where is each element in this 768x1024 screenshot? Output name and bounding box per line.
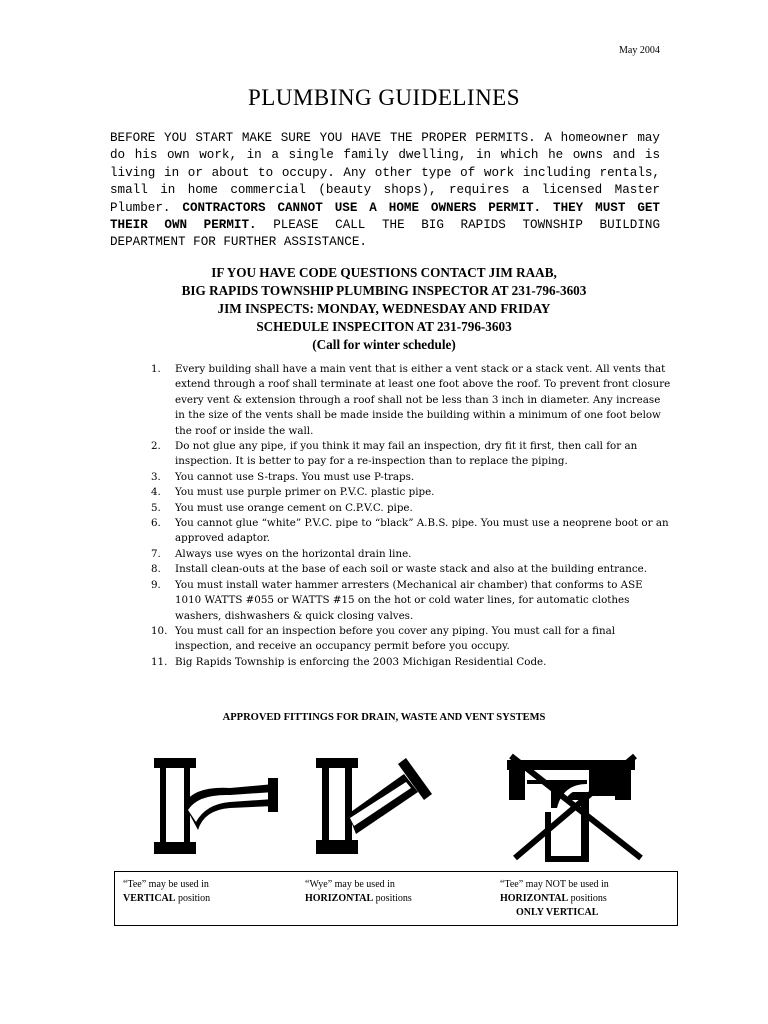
rule-item xyxy=(151,578,671,624)
intro-bold-text: CONTRACTORS CANNOT USE A HOME OWNERS PERMIT. THEY MUST GET THEIR OWN PERMIT. xyxy=(110,200,660,233)
rule-item xyxy=(151,655,671,670)
sanitary-tee-vertical-icon xyxy=(150,752,290,860)
contact-line-5: (Call for winter schedule) xyxy=(312,337,456,352)
fittings-captions-box xyxy=(114,871,678,926)
rule-item xyxy=(151,362,671,439)
rule-number: 2. xyxy=(151,440,161,453)
caption-bold: HORIZONTAL xyxy=(500,893,569,904)
rule-text: You cannot glue “white” P.V.C. pipe to “black” A.B.S. pipe. You must use a neoprene boot or an approved adaptor. xyxy=(175,517,669,545)
caption-line: ONLY VERTICAL xyxy=(516,907,599,918)
caption-vertical-tee xyxy=(123,878,210,906)
rule-number: 7. xyxy=(151,547,161,560)
rule-number: 11. xyxy=(151,655,168,668)
fittings-heading: APPROVED FITTINGS FOR DRAIN, WASTE AND VENT SYSTEMS xyxy=(222,712,546,723)
caption-rest: position xyxy=(175,893,211,904)
rule-text: You cannot use S-traps. You must use P-traps. xyxy=(175,470,415,483)
caption-line xyxy=(500,892,609,906)
caption-bold: HORIZONTAL xyxy=(305,893,374,904)
rule-text: You must use purple primer on P.V.C. plastic pipe. xyxy=(175,486,435,499)
rule-number: 8. xyxy=(151,563,161,576)
caption-line: “Tee” may be used in xyxy=(123,879,209,890)
intro-text-2: PLEASE CALL THE BIG RAPIDS TOWNSHIP BUILDING DEPARTMENT FOR FURTHER ASSISTANCE. xyxy=(110,218,660,250)
caption-not-horizontal-tee xyxy=(500,878,609,920)
contact-line-3: JIM INSPECTS: MONDAY, WEDNESDAY AND FRIDAY xyxy=(217,301,551,316)
rule-item xyxy=(151,501,671,516)
page-title: PLUMBING GUIDELINES xyxy=(247,85,521,110)
rule-number: 10. xyxy=(151,624,168,637)
rule-text: You must use orange cement on C.P.V.C. pipe. xyxy=(175,501,413,514)
rule-item xyxy=(151,547,671,562)
contact-line-2: BIG RAPIDS TOWNSHIP PLUMBING INSPECTOR AT 231-796-3603 xyxy=(181,283,587,298)
caption-bold: VERTICAL xyxy=(123,893,176,904)
rules-list xyxy=(151,362,671,670)
rule-item xyxy=(151,516,671,547)
rule-item xyxy=(151,562,671,577)
rule-item xyxy=(151,624,671,655)
rule-text: You must call for an inspection before you cover any piping. You must call for a final inspection, and receive an occupancy permit before you occupy. xyxy=(175,624,616,653)
rule-number: 1. xyxy=(151,363,161,375)
document-date: May 2004 xyxy=(619,45,660,56)
rule-text: Big Rapids Township is enforcing the 2003 Michigan Residential Code. xyxy=(175,655,547,668)
contact-block xyxy=(0,264,768,354)
rule-text: Every building shall have a main vent that is either a vent stack or a stack vent. All vents that extend through a roof shall terminate at least one foot above the roof. To prevent front closure every vent & extension through a roof shall not be less than 3 inch in diameter. Any increase in the size of the vents shall be made inside the building within a minimum of one foot below the roof or inside the wall. xyxy=(175,363,671,437)
wye-horizontal-icon xyxy=(312,752,442,860)
caption-line xyxy=(123,892,210,906)
rule-text: Always use wyes on the horizontal drain line. xyxy=(175,547,412,560)
rule-item xyxy=(151,485,671,500)
rule-number: 9. xyxy=(151,578,161,591)
rule-number: 4. xyxy=(151,486,161,499)
caption-horizontal-wye xyxy=(305,878,412,906)
contact-line-1: IF YOU HAVE CODE QUESTIONS CONTACT JIM RAAB, xyxy=(211,265,557,280)
rule-number: 5. xyxy=(151,501,161,514)
caption-rest: positions xyxy=(373,893,412,904)
tee-not-horizontal-icon xyxy=(505,752,650,862)
caption-rest: positions xyxy=(568,893,607,904)
rule-number: 3. xyxy=(151,470,161,483)
rule-item xyxy=(151,439,671,470)
rule-text: Do not glue any pipe, if you think it may fail an inspection, dry fit it first, then call for an inspection. It is better to pay for a re-inspection than to replace the piping. xyxy=(175,440,638,468)
rule-text: You must install water hammer arresters (Mechanical air chamber) that conforms to ASE 1010 WATTS #055 or WATTS #15 on the hot or cold water lines, for automatic clothes washers, dishwashers & quick closing valves. xyxy=(175,578,643,622)
contact-line-4: SCHEDULE INSPECITON AT 231-796-3603 xyxy=(256,319,512,334)
caption-line xyxy=(305,892,412,906)
intro-text-1: BEFORE YOU START MAKE SURE YOU HAVE THE PROPER PERMITS. A homeowner may do his own work, in a single family dwelling, in which he owns and is living in or about to occupy. Any other type of work including rentals, small in home commercial (beauty shops), requires a licensed Master Plumber. xyxy=(110,131,660,215)
intro-paragraph xyxy=(110,130,660,252)
caption-line: “Wye” may be used in xyxy=(305,879,395,890)
rule-text: Install clean-outs at the base of each soil or waste stack and also at the building entrance. xyxy=(175,563,648,576)
rule-item xyxy=(151,470,671,485)
caption-line: “Tee” may NOT be used in xyxy=(500,879,609,890)
rule-number: 6. xyxy=(151,517,161,530)
